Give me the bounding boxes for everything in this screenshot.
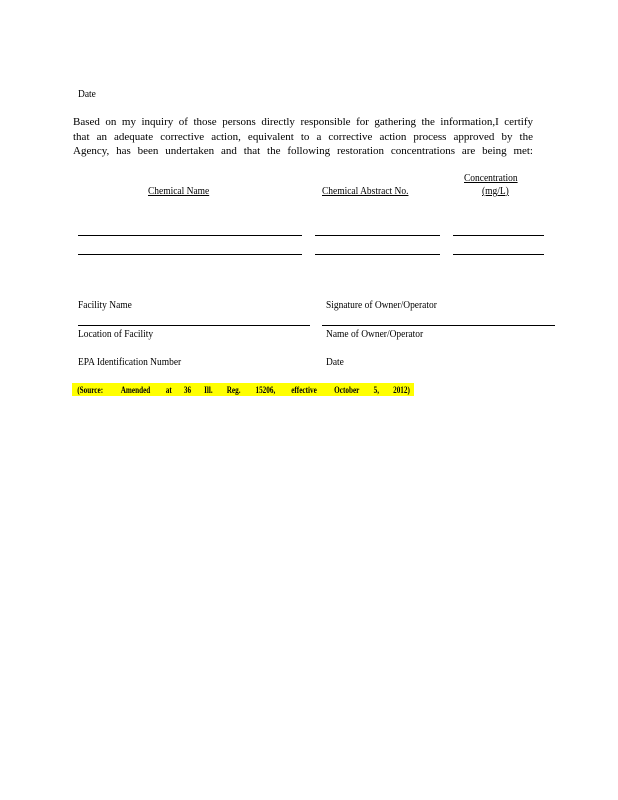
paragraph-line-2: that an adequate corrective action, equivalent to a corrective action process approved by the: [73, 130, 533, 143]
source-word: Reg.: [226, 384, 241, 395]
facility-name-line[interactable]: [78, 325, 310, 326]
source-word: 36: [184, 384, 192, 395]
source-word: 2012): [393, 384, 410, 395]
owner-name-label: Name of Owner/Operator: [326, 328, 424, 340]
epa-id-label: EPA Identification Number: [78, 356, 182, 368]
date-field-label: Date: [326, 356, 344, 368]
header-chemical-abstract-no: Chemical Abstract No.: [322, 185, 409, 197]
header-chemical-name: Chemical Name: [148, 185, 210, 197]
facility-name-label: Facility Name: [78, 299, 132, 311]
source-word: at: [165, 384, 172, 395]
signature-line[interactable]: [322, 325, 555, 326]
source-word: Ill.: [204, 384, 213, 395]
chemical-name-line-2[interactable]: [78, 254, 302, 255]
abstract-no-line-2[interactable]: [315, 254, 440, 255]
paragraph-line-3: Agency, has been undertaken and that the following restoration concentrations are being met:: [73, 145, 533, 157]
source-word: 5,: [374, 384, 380, 395]
chemical-name-line-1[interactable]: [78, 235, 302, 236]
source-word: effective: [291, 384, 318, 395]
source-word: Amended: [120, 384, 151, 395]
header-concentration: Concentration: [464, 172, 518, 184]
signature-label: Signature of Owner/Operator: [326, 299, 437, 311]
source-note: [72, 383, 414, 396]
concentration-line-2[interactable]: [453, 254, 544, 255]
paragraph-line-1: Based on my inquiry of those persons directly responsible for gathering the information,I certify: [73, 116, 533, 128]
concentration-line-1[interactable]: [453, 235, 544, 236]
date-label: Date: [78, 88, 96, 100]
location-label: Location of Facility: [78, 328, 154, 340]
source-word: October: [334, 384, 360, 395]
source-word: 15206,: [255, 384, 276, 395]
source-word: (Source:: [77, 384, 104, 395]
header-concentration-unit: (mg/L): [482, 185, 509, 197]
certification-paragraph: [73, 115, 533, 159]
abstract-no-line-1[interactable]: [315, 235, 440, 236]
